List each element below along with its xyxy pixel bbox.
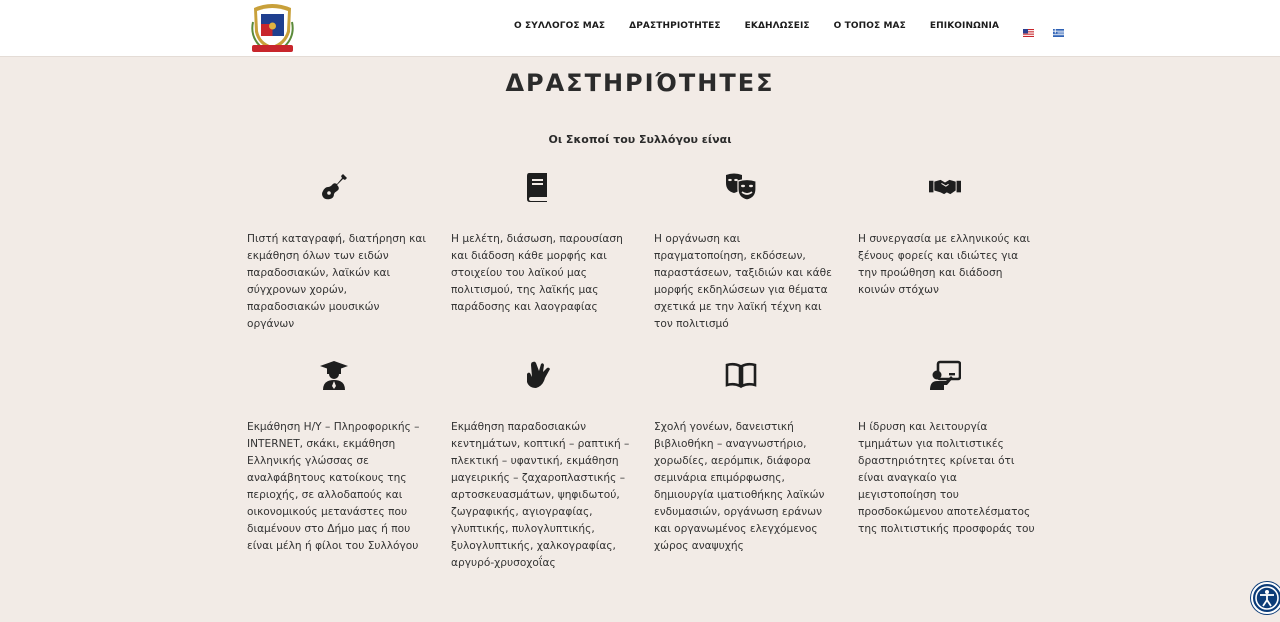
list-item <box>451 419 631 572</box>
us-flag-icon[interactable] <box>1023 22 1034 30</box>
accessibility-icon[interactable] <box>1251 582 1280 614</box>
club-logo[interactable] <box>250 2 295 54</box>
page-title: ΔΡΑΣΤΗΡΙΌΤΗΤΕΣ <box>505 69 775 97</box>
book-icon <box>522 171 554 203</box>
teacher-board-icon <box>929 359 961 391</box>
list-item <box>654 419 834 555</box>
list-item <box>858 231 1038 299</box>
item-text: Σχολή γονέων, δανειστική βιβλιοθήκη – αναγνωστήριο, χορωδίες, αερόμπικ, διάφορα σεμινάρια επιμόρφωσης, δημιουργία ιματιοθήκης λαϊκών ενδυμασιών, οργάνωση εράνων και οργανωμένος ελεγχόμενος χώρος αναψυχής <box>654 421 825 552</box>
item-text: Η μελέτη, διάσωση, παρουσίαση και διάδοση κάθε μορφής και στοιχείου του λαϊκού μας πολιτισμού, της λαϊκής μας παράδοσης και λαογραφίας <box>451 233 623 313</box>
site-header <box>0 0 1280 57</box>
item-text: Η οργάνωση και πραγματοποίηση, εκδόσεων, παραστάσεων, ταξιδιών και κάθε μορφής εκδηλώσεων για θέματα σχετικά με την λαϊκή τέχνη και τον πολιτισμό <box>654 233 832 330</box>
nav-item-our-place[interactable]: Ο ΤΟΠΟΣ ΜΑΣ <box>833 21 906 31</box>
theater-masks-icon <box>725 171 757 203</box>
section-subtitle: Οι Σκοποί του Συλλόγου είναι <box>548 133 732 146</box>
nav-item-about[interactable]: Ο ΣΥΛΛΟΓΟΣ ΜΑΣ <box>514 21 606 31</box>
list-item <box>654 231 834 333</box>
list-item <box>451 231 631 316</box>
item-text: Εκμάθηση Η/Υ – Πληροφορικής – INTERNET, σκάκι, εκμάθηση Ελληνικής γλώσσας σε αναλφάβητους κατοίκους της περιοχής, σε αλλοδαπούς και οικονομικούς μετανάστες που διαμένουν στο Δήμο μας ή που είναι μέλη ή φίλοι του Συλλόγου <box>247 421 420 552</box>
hand-sign-icon <box>522 359 554 391</box>
greek-flag-icon[interactable] <box>1053 22 1064 30</box>
item-text: Η συνεργασία με ελληνικούς και ξένους φορείς και ιδιώτες για την προώθηση και διάδοση κοινών στόχων <box>858 233 1031 296</box>
item-text: Η ίδρυση και λειτουργία τμημάτων για πολιτιστικές δραστηριότητες κρίνεται ότι είναι αναγκαίο για μεγιστοποίηση του προσδοκώμενου αποτελέσματος της πολιτιστικής προσφοράς του <box>858 421 1035 535</box>
item-text: Εκμάθηση παραδοσιακών κεντημάτων, κοπτική – ραπτική – πλεκτική – υφαντική, εκμάθηση μαγειρικής – ζαχαροπλαστικής – αρτοσκευασμάτων, ψηφιδωτού, ζωγραφικής, αγιογραφίας, γλυπτικής, πυλογλυπτικής, ξυλογλυπτικής, χαλκογραφίας, αργυρό-χρυσοχοΐας <box>451 421 630 569</box>
main-nav <box>514 21 1083 31</box>
handshake-icon <box>929 171 961 203</box>
list-item <box>247 419 427 555</box>
nav-item-contact[interactable]: ΕΠΙΚΟΙΝΩΝΙΑ <box>929 21 1000 31</box>
nav-item-activities[interactable]: ΔΡΑΣΤΗΡΙΟΤΗΤΕΣ <box>629 21 721 31</box>
graduate-icon <box>318 359 350 391</box>
list-item <box>247 231 427 333</box>
guitar-icon <box>318 171 350 203</box>
item-text: Πιστή καταγραφή, διατήρηση και εκμάθηση όλων των ειδών παραδοσιακών, λαϊκών και σύγχρονων χορών, παραδοσιακών μουσικών οργάνων <box>247 233 426 330</box>
list-item <box>858 419 1038 538</box>
nav-item-events[interactable]: ΕΚΔΗΛΩΣΕΙΣ <box>744 21 810 31</box>
open-book-icon <box>725 359 757 391</box>
